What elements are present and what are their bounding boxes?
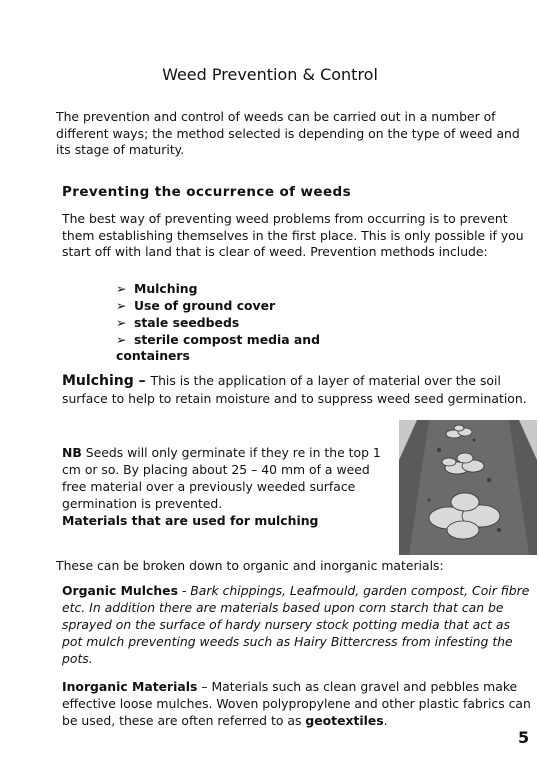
- organic-lead: Organic Mulches: [62, 583, 178, 598]
- materials-heading: Materials that are used for mulching: [62, 513, 319, 528]
- nb-text: Seeds will only germinate if they re in the top 1 cm or so. By placing about 25 – 40 mm of a weed free material over a previously weeded surface germination is prevented.: [62, 445, 381, 511]
- mulched-plants-photo: [399, 420, 537, 555]
- mulching-paragraph: [62, 372, 532, 407]
- arrow-bullet-icon: ➢: [116, 332, 127, 347]
- list-item: [116, 280, 336, 297]
- organic-text: - Bark chippings, Leafmould, garden compost, Coir fibre etc. In addition there are materials based upon corn starch that can be sprayed on the surface of hardy nursery stock potting media that act as pot mulch preventing weeds such as Hairy Bittercress from infesting the pots.: [62, 583, 530, 666]
- list-item-label: Mulching: [134, 281, 198, 296]
- list-item-continuation: containers: [116, 348, 190, 363]
- nb-lead: NB: [62, 445, 82, 460]
- list-item-label: stale seedbeds: [134, 315, 240, 330]
- mulching-text: This is the application of a layer of material over the soil surface to help to retain moisture and to suppress weed seed germination.: [62, 373, 527, 406]
- geotextiles-term: geotextiles: [305, 713, 384, 728]
- list-item-label: sterile compost media and: [134, 332, 320, 347]
- inorganic-lead: Inorganic Materials: [62, 679, 198, 694]
- list-item-label: Use of ground cover: [134, 298, 276, 313]
- list-item: [116, 331, 336, 348]
- prevention-paragraph: The best way of preventing weed problems from occurring is to prevent them establishing themselves in the first place. This is only possible if you start off with land that is clear of weed. Prevention methods include:: [62, 211, 524, 260]
- mulching-lead: Mulching –: [62, 373, 151, 389]
- intro-paragraph: The prevention and control of weeds can be carried out in a number of different ways; the method selected is depending on the type of weed and its stage of maturity.: [56, 109, 520, 158]
- list-item: [116, 314, 336, 331]
- organic-mulches-paragraph: [62, 582, 532, 667]
- arrow-bullet-icon: ➢: [116, 298, 127, 313]
- nb-paragraph: [62, 444, 392, 529]
- inorganic-text: – Materials such as clean gravel and pebbles make effective loose mulches. Woven polypropylene and other plastic fabrics can be used, these are often referred to as: [62, 679, 531, 728]
- inorganic-materials-paragraph: [62, 678, 532, 729]
- list-item: [116, 297, 336, 314]
- arrow-bullet-icon: ➢: [116, 315, 127, 330]
- page-title: Weed Prevention & Control: [162, 65, 378, 84]
- section-heading-prevention: Preventing the occurrence of weeds: [62, 184, 352, 200]
- page-number: 5: [518, 728, 530, 747]
- breakdown-paragraph: These can be broken down to organic and inorganic materials:: [56, 558, 444, 573]
- prevention-methods-list: [116, 280, 336, 348]
- inorganic-end: .: [383, 713, 388, 728]
- arrow-bullet-icon: ➢: [116, 281, 127, 296]
